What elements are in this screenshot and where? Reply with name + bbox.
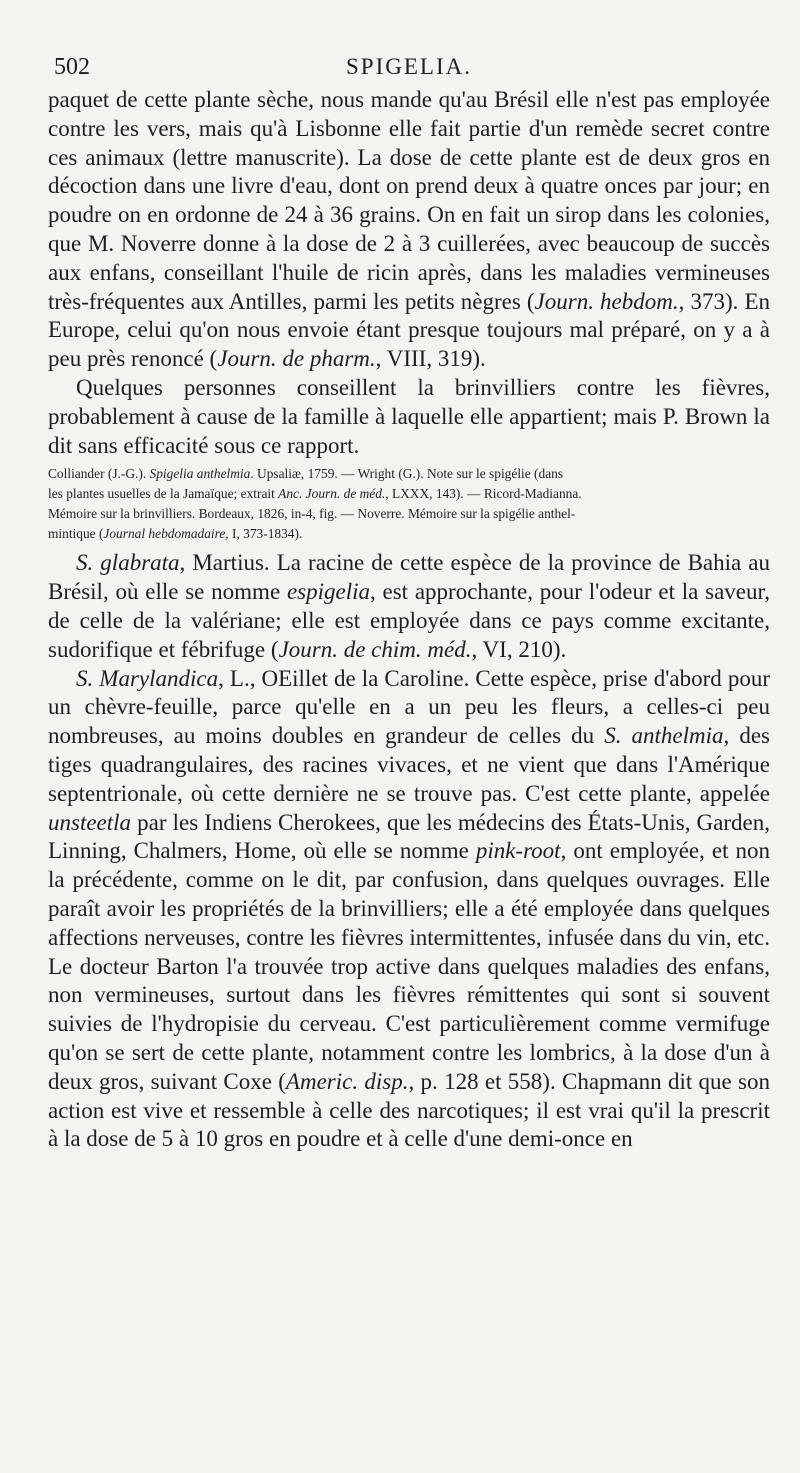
- bibliography-note: [48, 464, 770, 544]
- bibliography-line: [48, 524, 770, 544]
- italic-text: unsteetla: [48, 809, 132, 835]
- text-run: . Upsaliæ, 1759. — Wright (G.). Note sur le spigélie (dans: [250, 466, 564, 482]
- paragraph: [48, 86, 770, 374]
- text-run: , VI, 210).: [471, 636, 567, 662]
- italic-text: Spigelia anthelmia: [149, 466, 251, 482]
- text-run: , des tiges quadrangulaires, des racines vivaces, et ne vient que dans l'Amérique septentrionale, où cette dernière ne se trouve pas. C'est cette plante, appelée: [48, 723, 770, 806]
- bibliography-line: [48, 464, 770, 484]
- text-run: , 373). En Europe, celui qu'on nous envoie étant presque toujours mal préparé, on y a à peu près renoncé (: [48, 288, 770, 372]
- italic-text: Journ. hebdom.: [534, 288, 679, 314]
- italic-text: Journal hebdomadaire: [103, 526, 226, 542]
- text-run: , VIII, 319).: [375, 346, 486, 372]
- bibliography-line: [48, 504, 770, 524]
- italic-text: Journ. de chim. méd.: [278, 636, 472, 662]
- text-run: Colliander (J.-G.).: [48, 466, 150, 482]
- running-title: SPIGELIA.: [346, 54, 472, 79]
- text-run: , I, 373-1834).: [225, 526, 303, 542]
- text-run: , p. 128 et 558). Chapmann dit que son action est vive et ressemble à celle des narcotiques; il est vrai qu'il la prescrit à la dose de 5 à 10 gros en poudre et à celle d'une demi-once en: [48, 1068, 770, 1152]
- text-run: , ont employée, et non la précédente, comme on le dit, par confusion, dans quelques ouvrages. Elle paraît avoir les propriétés de la brinvilliers; elle a été employée dans quelques affections nerveuses, contre les fièvres intermittentes, infusée dans du vin, etc. Le docteur Barton l'a trouvée trop active dans quelques maladies des enfans, non vermineuses, surtout dans les fièvres rémittentes qui sont si souvent suivies de l'hydropisie du cerveau. C'est particulièrement comme vermifuge qu'on se sert de cette plante, notamment contre les lombrics, à la dose d'un à deux gros, suivant Coxe (: [48, 838, 770, 1094]
- text-run: par les Indiens Cherokees, que les médecins des États-Unis, Garden, Linning, Chalmers, Home, où elle se nomme: [48, 809, 770, 864]
- italic-text: S. anthelmia: [604, 723, 724, 749]
- italic-text: pink-root: [475, 838, 561, 864]
- paragraph-spigelia-glabrata: [48, 549, 770, 664]
- running-head: [48, 40, 770, 86]
- text-run: les plantes usuelles de la Jamaïque; extrait: [48, 486, 279, 502]
- italic-text: espigelia: [286, 579, 370, 605]
- body-text: [48, 86, 770, 1154]
- text-run: Quelques personnes conseillent la brinvilliers contre les fièvres, probablement à cause de la famille à laquelle elle appartient; mais P. Brown la dit sans efficacité sous ce rapport.: [48, 374, 770, 458]
- italic-text: Journ. de pharm.: [217, 346, 376, 372]
- italic-text: Anc. Journ. de méd.: [278, 486, 386, 502]
- text-run: , LXXX, 143). — Ricord-Madianna.: [385, 486, 582, 502]
- italic-text: S. glabrata: [76, 550, 180, 576]
- text-run: Mémoire sur la brinvilliers. Bordeaux, 1826, in-4, fig. — Noverre. Mémoire sur la spigélie anthel-: [48, 506, 576, 522]
- italic-text: Americ. disp.: [285, 1068, 409, 1094]
- italic-text: S. Marylandica: [76, 665, 219, 691]
- text-run: , est approchante, pour l'odeur et la saveur, de celle de la valériane; elle est employée dans ce pays comme excitante, sudorifique et fébrifuge (: [48, 579, 770, 662]
- text-run: paquet de cette plante sèche, nous mande qu'au Brésil elle n'est pas employée contre les vers, mais qu'à Lisbonne elle fait partie d'un remède secret contre ces animaux (lettre manuscrite). La dose de cette plante est de deux gros en décoction dans une livre d'eau, dont on prend deux à quatre onces par jour; en poudre on en ordonne de 24 à 36 grains. On en fait un sirop dans les colonies, que M. Noverre donne à la dose de 2 à 3 cuillerées, avec beaucoup de succès aux enfans, conseillant l'huile de ricin après, dans les maladies vermineuses très-fréquentes aux Antilles, parmi les petits nègres (: [48, 87, 770, 314]
- text-run: mintique (: [48, 526, 104, 542]
- paragraph-spigelia-marylandica: [48, 665, 770, 1155]
- text-run: , L., OEillet de la Caroline. Cette espèce, prise d'abord pour un chèvre-feuille, parce qu'elle en a un peu les fleurs, a celles-ci peu nombreuses, au moins doubles en grandeur de celles du: [48, 665, 770, 749]
- page-number: 502: [54, 54, 90, 80]
- text-run: , Martius. La racine de cette espèce de la province de Bahia au Brésil, où elle se nomme: [48, 550, 770, 605]
- bibliography-line: [48, 484, 770, 504]
- paragraph: [48, 374, 770, 460]
